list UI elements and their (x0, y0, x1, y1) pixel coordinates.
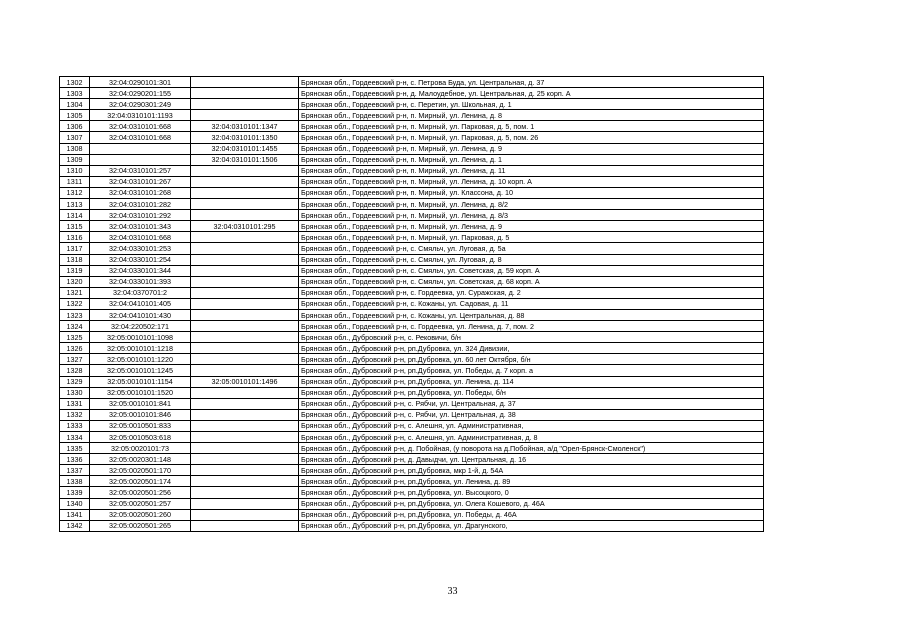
table-row (60, 376, 764, 387)
cadastral-number-cell: 32:05:0010101:841 (90, 398, 191, 409)
object-cadastral-number-cell (191, 210, 299, 221)
row-number-cell: 1318 (60, 254, 90, 265)
row-number-cell: 1316 (60, 232, 90, 243)
cadastral-number-cell: 32:04:0330101:344 (90, 265, 191, 276)
object-cadastral-number-cell: 32:04:0310101:1350 (191, 132, 299, 143)
row-number-cell: 1325 (60, 332, 90, 343)
cadastral-number-cell: 32:04:0310101:668 (90, 132, 191, 143)
address-cell: Брянская обл., Гордеевский р-н, п. Мирный, ул. Ленина, д. 9 (299, 143, 764, 154)
object-cadastral-number-cell (191, 99, 299, 110)
table-row (60, 265, 764, 276)
object-cadastral-number-cell (191, 398, 299, 409)
address-cell: Брянская обл., Дубровский р-н, рп.Дубровка, ул. Победы, д. 7 корп. а (299, 365, 764, 376)
address-cell: Брянская обл., Гордеевский р-н, с. Петрова Буда, ул. Центральная, д. 37 (299, 77, 764, 88)
table-row (60, 454, 764, 465)
address-cell: Брянская обл., Дубровский р-н, с. Рябчи, ул. Центральная, д. 37 (299, 398, 764, 409)
table-row (60, 187, 764, 198)
object-cadastral-number-cell (191, 321, 299, 332)
address-cell: Брянская обл., Дубровский р-н, рп.Дубровка, ул. Драгунского, (299, 520, 764, 531)
table-row (60, 199, 764, 210)
row-number-cell: 1309 (60, 154, 90, 165)
table-row (60, 354, 764, 365)
object-cadastral-number-cell (191, 432, 299, 443)
table-row (60, 409, 764, 420)
object-cadastral-number-cell (191, 309, 299, 320)
object-cadastral-number-cell (191, 498, 299, 509)
object-cadastral-number-cell (191, 88, 299, 99)
address-cell: Брянская обл., Гордеевский р-н, д. Малоудебное, ул. Центральная, д. 25 корп. А (299, 88, 764, 99)
cadastral-number-cell: 32:04:0410101:430 (90, 309, 191, 320)
address-cell: Брянская обл., Гордеевский р-н, п. Мирный, ул. Ленина, д. 9 (299, 221, 764, 232)
object-cadastral-number-cell (191, 343, 299, 354)
address-cell: Брянская обл., Дубровский р-н, с. Рековичи, б/н (299, 332, 764, 343)
table-row (60, 276, 764, 287)
object-cadastral-number-cell (191, 243, 299, 254)
address-cell: Брянская обл., Гордеевский р-н, п. Мирный, ул. Ленина, д. 8/2 (299, 199, 764, 210)
object-cadastral-number-cell (191, 520, 299, 531)
table-row (60, 221, 764, 232)
address-cell: Брянская обл., Гордеевский р-н, с. Гордеевка, ул. Ленина, д. 7, пом. 2 (299, 321, 764, 332)
row-number-cell: 1327 (60, 354, 90, 365)
object-cadastral-number-cell: 32:04:0310101:295 (191, 221, 299, 232)
table-row (60, 232, 764, 243)
object-cadastral-number-cell (191, 276, 299, 287)
page-number: 33 (447, 586, 458, 597)
table-row (60, 476, 764, 487)
address-cell: Брянская обл., Гордеевский р-н, с. Смяльч, ул. Луговая, д. 5а (299, 243, 764, 254)
object-cadastral-number-cell (191, 298, 299, 309)
address-cell: Брянская обл., Дубровский р-н, с. Алешня, ул. Административная, (299, 420, 764, 431)
registry-table-body (60, 77, 764, 532)
cadastral-number-cell: 32:05:0010101:1154 (90, 376, 191, 387)
address-cell: Брянская обл., Гордеевский р-н, с. Кожаны, ул. Центральная, д. 88 (299, 309, 764, 320)
cadastral-number-cell: 32:04:0310101:1193 (90, 110, 191, 121)
object-cadastral-number-cell (191, 509, 299, 520)
cadastral-number-cell: 32:05:0020501:170 (90, 465, 191, 476)
object-cadastral-number-cell (191, 487, 299, 498)
cadastral-number-cell: 32:05:0010501:833 (90, 420, 191, 431)
object-cadastral-number-cell: 32:05:0010101:1496 (191, 376, 299, 387)
object-cadastral-number-cell (191, 110, 299, 121)
table-row (60, 398, 764, 409)
table-row (60, 154, 764, 165)
table-row (60, 165, 764, 176)
table-row (60, 443, 764, 454)
cadastral-number-cell: 32:05:0020101:73 (90, 443, 191, 454)
object-cadastral-number-cell (191, 165, 299, 176)
address-cell: Брянская обл., Гордеевский р-н, с. Смяльч, ул. Советская, д. 68 корп. А (299, 276, 764, 287)
row-number-cell: 1331 (60, 398, 90, 409)
object-cadastral-number-cell (191, 476, 299, 487)
object-cadastral-number-cell: 32:04:0310101:1347 (191, 121, 299, 132)
row-number-cell: 1336 (60, 454, 90, 465)
address-cell: Брянская обл., Гордеевский р-н, п. Мирный, ул. Парковая, д. 5, пом. 26 (299, 132, 764, 143)
row-number-cell: 1330 (60, 387, 90, 398)
row-number-cell: 1339 (60, 487, 90, 498)
cadastral-number-cell: 32:05:0010101:1218 (90, 343, 191, 354)
table-row (60, 77, 764, 88)
row-number-cell: 1342 (60, 520, 90, 531)
address-cell: Брянская обл., Гордеевский р-н, с. Перетин, ул. Школьная, д. 1 (299, 99, 764, 110)
address-cell: Брянская обл., Дубровский р-н, рп.Дубровка, ул. Ленина, д. 89 (299, 476, 764, 487)
row-number-cell: 1315 (60, 221, 90, 232)
address-cell: Брянская обл., Гордеевский р-н, п. Мирный, ул. Ленина, д. 10 корп. А (299, 176, 764, 187)
address-cell: Брянская обл., Дубровский р-н, рп.Дубровка, мкр 1-й, д. 54А (299, 465, 764, 476)
row-number-cell: 1319 (60, 265, 90, 276)
row-number-cell: 1308 (60, 143, 90, 154)
cadastral-number-cell: 32:04:0290301:249 (90, 99, 191, 110)
cadastral-number-cell: 32:05:0020501:265 (90, 520, 191, 531)
object-cadastral-number-cell (191, 265, 299, 276)
cadastral-number-cell: 32:05:0020501:256 (90, 487, 191, 498)
cadastral-number-cell: 32:04:0310101:257 (90, 165, 191, 176)
cadastral-number-cell: 32:04:0370701:2 (90, 287, 191, 298)
table-row (60, 99, 764, 110)
table-row (60, 287, 764, 298)
address-cell: Брянская обл., Гордеевский р-н, п. Мирный, ул. Парковая, д. 5 (299, 232, 764, 243)
object-cadastral-number-cell: 32:04:0310101:1506 (191, 154, 299, 165)
row-number-cell: 1322 (60, 298, 90, 309)
cadastral-number-cell: 32:04:0290201:155 (90, 88, 191, 99)
address-cell: Брянская обл., Гордеевский р-н, с. Смяльч, ул. Луговая, д. 8 (299, 254, 764, 265)
table-row (60, 509, 764, 520)
address-cell: Брянская обл., Дубровский р-н, д. Побойная, (у поворота на д.Побойная, а/д "Орел-Брянск-Смоленск") (299, 443, 764, 454)
row-number-cell: 1304 (60, 99, 90, 110)
address-cell: Брянская обл., Гордеевский р-н, п. Мирный, ул. Ленина, д. 8/3 (299, 210, 764, 221)
address-cell: Брянская обл., Дубровский р-н, с. Рябчи, ул. Центральная, д. 38 (299, 409, 764, 420)
row-number-cell: 1324 (60, 321, 90, 332)
cadastral-number-cell (90, 143, 191, 154)
cadastral-number-cell: 32:04:0310101:668 (90, 232, 191, 243)
table-row (60, 332, 764, 343)
table-row (60, 520, 764, 531)
cadastral-number-cell: 32:04:0310101:282 (90, 199, 191, 210)
table-row (60, 321, 764, 332)
table-row (60, 309, 764, 320)
object-cadastral-number-cell: 32:04:0310101:1455 (191, 143, 299, 154)
address-cell: Брянская обл., Дубровский р-н, с. Алешня, ул. Административная, д. 8 (299, 432, 764, 443)
row-number-cell: 1320 (60, 276, 90, 287)
table-row (60, 243, 764, 254)
row-number-cell: 1321 (60, 287, 90, 298)
address-cell: Брянская обл., Дубровский р-н, рп.Дубровка, ул. Высоцкого, 0 (299, 487, 764, 498)
cadastral-number-cell: 32:05:0020501:260 (90, 509, 191, 520)
table-row (60, 110, 764, 121)
object-cadastral-number-cell (191, 443, 299, 454)
address-cell: Брянская обл., Дубровский р-н, д. Давыдчи, ул. Центральная, д. 16 (299, 454, 764, 465)
row-number-cell: 1307 (60, 132, 90, 143)
cadastral-number-cell: 32:05:0010101:1220 (90, 354, 191, 365)
cadastral-number-cell: 32:05:0020301:148 (90, 454, 191, 465)
object-cadastral-number-cell (191, 176, 299, 187)
table-row (60, 88, 764, 99)
address-cell: Брянская обл., Гордеевский р-н, п. Мирный, ул. Парковая, д. 5, пом. 1 (299, 121, 764, 132)
row-number-cell: 1303 (60, 88, 90, 99)
cadastral-number-cell: 32:05:0010101:1520 (90, 387, 191, 398)
row-number-cell: 1338 (60, 476, 90, 487)
object-cadastral-number-cell (191, 77, 299, 88)
table-row (60, 487, 764, 498)
table-row (60, 498, 764, 509)
table-row (60, 387, 764, 398)
cadastral-number-cell: 32:04:0410101:405 (90, 298, 191, 309)
row-number-cell: 1341 (60, 509, 90, 520)
cadastral-number-cell: 32:04:0310101:668 (90, 121, 191, 132)
registry-table (59, 76, 764, 532)
row-number-cell: 1312 (60, 187, 90, 198)
table-row (60, 254, 764, 265)
address-cell: Брянская обл., Гордеевский р-н, п. Мирный, ул. Ленина, д. 11 (299, 165, 764, 176)
table-row (60, 432, 764, 443)
table-row (60, 298, 764, 309)
row-number-cell: 1335 (60, 443, 90, 454)
object-cadastral-number-cell (191, 387, 299, 398)
cadastral-number-cell: 32:05:0010503:618 (90, 432, 191, 443)
row-number-cell: 1333 (60, 420, 90, 431)
object-cadastral-number-cell (191, 454, 299, 465)
cadastral-number-cell (90, 154, 191, 165)
table-row (60, 465, 764, 476)
cadastral-number-cell: 32:04:0310101:267 (90, 176, 191, 187)
address-cell: Брянская обл., Гордеевский р-н, п. Мирный, ул. Ленина, д. 8 (299, 110, 764, 121)
address-cell: Брянская обл., Гордеевский р-н, с. Гордеевка, ул. Суражская, д. 2 (299, 287, 764, 298)
row-number-cell: 1323 (60, 309, 90, 320)
table-row (60, 343, 764, 354)
row-number-cell: 1340 (60, 498, 90, 509)
cadastral-number-cell: 32:04:0330101:253 (90, 243, 191, 254)
address-cell: Брянская обл., Гордеевский р-н, п. Мирный, ул. Классона, д. 10 (299, 187, 764, 198)
address-cell: Брянская обл., Гордеевский р-н, п. Мирный, ул. Ленина, д. 1 (299, 154, 764, 165)
object-cadastral-number-cell (191, 409, 299, 420)
table-row (60, 176, 764, 187)
cadastral-number-cell: 32:05:0020501:174 (90, 476, 191, 487)
row-number-cell: 1306 (60, 121, 90, 132)
cadastral-number-cell: 32:05:0010101:1245 (90, 365, 191, 376)
table-row (60, 365, 764, 376)
row-number-cell: 1326 (60, 343, 90, 354)
cadastral-number-cell: 32:05:0010101:846 (90, 409, 191, 420)
row-number-cell: 1337 (60, 465, 90, 476)
address-cell: Брянская обл., Дубровский р-н, рп.Дубровка, ул. Ленина, д. 114 (299, 376, 764, 387)
row-number-cell: 1328 (60, 365, 90, 376)
cadastral-number-cell: 32:04:0310101:268 (90, 187, 191, 198)
cadastral-number-cell: 32:04:0310101:292 (90, 210, 191, 221)
cadastral-number-cell: 32:05:0010101:1098 (90, 332, 191, 343)
table-row (60, 121, 764, 132)
cadastral-number-cell: 32:04:0330101:393 (90, 276, 191, 287)
row-number-cell: 1314 (60, 210, 90, 221)
address-cell: Брянская обл., Дубровский р-н, рп.Дубровка, ул. Победы, б/н (299, 387, 764, 398)
address-cell: Брянская обл., Гордеевский р-н, с. Кожаны, ул. Садовая, д. 11 (299, 298, 764, 309)
row-number-cell: 1317 (60, 243, 90, 254)
cadastral-number-cell: 32:04:0330101:254 (90, 254, 191, 265)
object-cadastral-number-cell (191, 187, 299, 198)
address-cell: Брянская обл., Дубровский р-н, рп.Дубровка, ул. Олега Кошевого, д. 46А (299, 498, 764, 509)
cadastral-number-cell: 32:05:0020501:257 (90, 498, 191, 509)
cadastral-number-cell: 32:04:0310101:343 (90, 221, 191, 232)
row-number-cell: 1332 (60, 409, 90, 420)
table-row (60, 132, 764, 143)
address-cell: Брянская обл., Дубровский р-н, рп.Дубровка, ул. 324 Дивизии, (299, 343, 764, 354)
object-cadastral-number-cell (191, 287, 299, 298)
row-number-cell: 1334 (60, 432, 90, 443)
object-cadastral-number-cell (191, 354, 299, 365)
row-number-cell: 1302 (60, 77, 90, 88)
object-cadastral-number-cell (191, 420, 299, 431)
row-number-cell: 1329 (60, 376, 90, 387)
object-cadastral-number-cell (191, 232, 299, 243)
row-number-cell: 1310 (60, 165, 90, 176)
address-cell: Брянская обл., Дубровский р-н, рп.Дубровка, ул. Победы, д. 46А (299, 509, 764, 520)
table-row (60, 210, 764, 221)
cadastral-number-cell: 32:04:0290101:301 (90, 77, 191, 88)
object-cadastral-number-cell (191, 465, 299, 476)
row-number-cell: 1305 (60, 110, 90, 121)
row-number-cell: 1311 (60, 176, 90, 187)
address-cell: Брянская обл., Гордеевский р-н, с. Смяльч, ул. Советская, д. 59 корп. А (299, 265, 764, 276)
table-row (60, 143, 764, 154)
object-cadastral-number-cell (191, 365, 299, 376)
cadastral-number-cell: 32:04:220502:171 (90, 321, 191, 332)
address-cell: Брянская обл., Дубровский р-н, рп.Дубровка, ул. 60 лет Октября, б/н (299, 354, 764, 365)
object-cadastral-number-cell (191, 199, 299, 210)
row-number-cell: 1313 (60, 199, 90, 210)
object-cadastral-number-cell (191, 254, 299, 265)
table-row (60, 420, 764, 431)
object-cadastral-number-cell (191, 332, 299, 343)
